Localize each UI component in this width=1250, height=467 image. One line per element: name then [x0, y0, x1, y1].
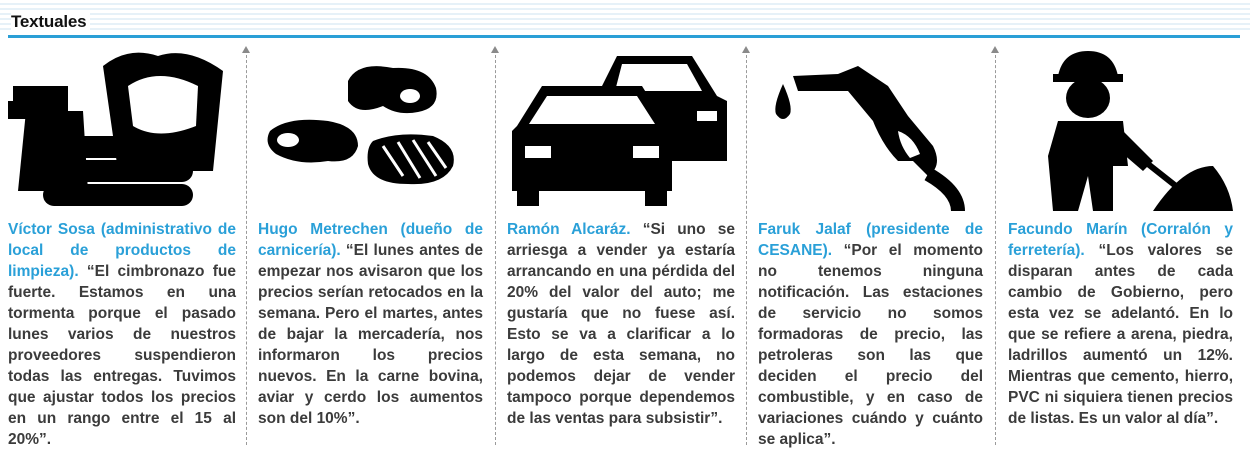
construction-worker-icon	[1008, 46, 1233, 211]
speaker-name: Ramón Alcaráz.	[507, 221, 631, 238]
cars-icon	[507, 46, 735, 211]
cleaning-products-icon	[8, 46, 236, 211]
testimony-text	[8, 219, 236, 450]
title-rule	[8, 35, 1240, 38]
speaker-name: Faruk Jalaf (presidente de CESANE).	[758, 221, 983, 259]
speaker-quote: “Por el momento no tenemos ninguna notificación. Las estaciones de servicio no somos formadoras de precio, las petroleras son las que deciden el precio del combustible, y en caso de variaciones cuándo y cuánto se aplica”.	[758, 242, 983, 448]
column-divider	[746, 50, 747, 445]
column-victor-sosa	[8, 46, 236, 456]
speaker-quote: “Si uno se arriesga a vender ya estaría arrancando en una pérdida del 20% del valor del auto; me gustaría que no fuese así. Esto se va a clarificar a lo largo de esta semana, no podemos dejar de vender tampoco porque dependemos de las ventas para subsistir”.	[507, 221, 735, 427]
fuel-nozzle-icon	[758, 46, 983, 211]
testimony-text	[758, 219, 983, 450]
column-divider	[995, 50, 996, 445]
section-title: Textuales	[11, 12, 90, 32]
speaker-name: Facundo Marín (Corralón y ferretería).	[1008, 221, 1233, 259]
testimony-text	[258, 219, 483, 429]
meat-cuts-icon	[258, 46, 483, 211]
column-hugo-metrechen	[258, 46, 483, 456]
speaker-name: Víctor Sosa (administrativo de local de productos de limpieza).	[8, 221, 236, 280]
column-divider	[495, 50, 496, 445]
column-divider	[246, 50, 247, 445]
testimony-text	[1008, 219, 1233, 429]
column-ramon-alcaraz	[507, 46, 735, 456]
column-facundo-marin	[1008, 46, 1233, 456]
speaker-name: Hugo Metrechen (dueño de carnicería).	[258, 221, 483, 259]
testimony-text	[507, 219, 735, 429]
speaker-quote: “El cimbronazo fue fuerte. Estamos en una tormenta porque el pasado lunes varios de nuestros proveedores suspendieron todas las entregas. Tuvimos que ajustar todos los precios en un rango entre el 15 al 20%”.	[8, 263, 236, 448]
column-faruk-jalaf	[758, 46, 983, 456]
speaker-quote: “Los valores se disparan antes de cada cambio de Gobierno, pero esta vez se adelantó. En lo que se refiere a arena, piedra, ladrillos aumentó un 12%. Mientras que cemento, hierro, PVC ni siquiera tienen precios de listas. Es un valor al día”.	[1008, 242, 1233, 427]
header-band	[0, 0, 1250, 32]
speaker-quote: “El lunes antes de empezar nos avisaron que los precios serían retocados en la semana. Pero el martes, antes de bajar la mercadería, nos informaron los precios nuevos. En la carne bovina, aviar y cerdo los aumentos son del 10%”.	[258, 242, 483, 427]
